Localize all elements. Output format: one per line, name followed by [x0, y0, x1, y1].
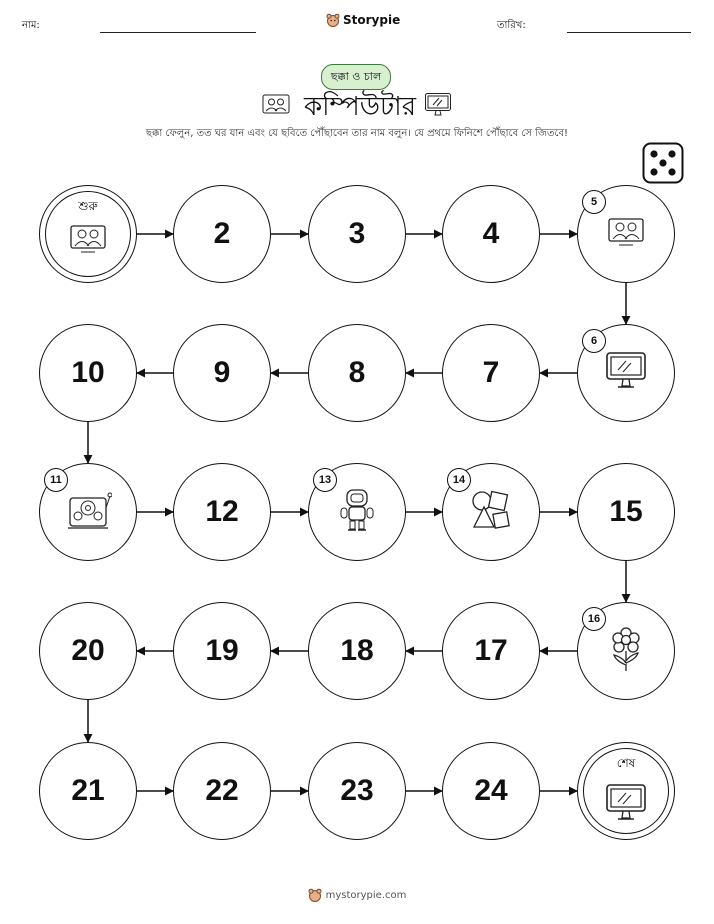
board-cell	[577, 185, 675, 283]
cell-number: 24	[474, 774, 508, 807]
board-cell	[173, 742, 271, 840]
cell-number: 4	[482, 217, 500, 250]
board-cell	[577, 463, 675, 561]
cell-number: 10	[71, 356, 105, 389]
board-cell	[442, 742, 540, 840]
footer-site: mystorypie.com	[325, 889, 407, 901]
cell-number: 18	[340, 634, 374, 667]
game-type-badge: ছক্কা ও চাল	[321, 64, 391, 90]
board-cell	[577, 602, 675, 700]
cell-number: 8	[348, 356, 366, 389]
cell-number: 22	[205, 774, 239, 807]
board-cell	[39, 602, 137, 700]
robot-icon	[337, 486, 377, 538]
cell-number-badge: 14	[447, 468, 471, 492]
machine-gears-icon	[64, 488, 112, 536]
cell-number: 17	[474, 634, 508, 667]
start-label: শুরু	[78, 199, 98, 213]
board-cell	[442, 602, 540, 700]
cell-number: 21	[71, 774, 105, 807]
board-cell	[308, 742, 406, 840]
computer-monitor-icon	[604, 781, 648, 829]
board-cell	[39, 463, 137, 561]
board-cell	[308, 463, 406, 561]
cell-number-badge: 6	[582, 329, 606, 353]
board-cell	[442, 463, 540, 561]
cell-number: 2	[213, 217, 231, 250]
cell-number-badge: 16	[582, 607, 606, 631]
shapes-icon	[466, 487, 516, 537]
family-photo-icon	[69, 224, 107, 258]
board-cell	[39, 324, 137, 422]
family-photo-icon	[607, 217, 645, 251]
cell-number: 3	[348, 217, 366, 250]
game-title: কম্পিউটার	[303, 92, 416, 122]
board-cell	[173, 324, 271, 422]
name-label: নাম:	[22, 20, 40, 31]
flower-icon	[606, 625, 646, 677]
date-label: তারিখ:	[497, 20, 526, 31]
board-cell	[442, 324, 540, 422]
instructions: ছক্কা ফেলুন, তত ঘর যান এবং যে ছবিতে পৌঁছাবেন তার নাম বলুন। যে প্রথমে ফিনিশে পৌঁছাবে সে জিতবে!	[145, 128, 569, 139]
board-cell	[577, 324, 675, 422]
board-cell	[39, 742, 137, 840]
cell-number-badge: 5	[582, 190, 606, 214]
board-cell	[173, 463, 271, 561]
board-cell	[173, 185, 271, 283]
cell-number: 12	[205, 495, 239, 528]
brand-name: Storypie	[343, 13, 401, 27]
board-cell	[173, 602, 271, 700]
cell-number: 15	[609, 495, 643, 528]
cell-number: 19	[205, 634, 239, 667]
footer	[0, 888, 714, 902]
cell-number: 23	[340, 774, 374, 807]
finish-cell	[577, 742, 675, 840]
storypie-bear-icon	[308, 888, 322, 902]
start-cell	[39, 185, 137, 283]
cell-number-badge: 13	[313, 468, 337, 492]
board-cell	[308, 185, 406, 283]
cell-number: 9	[213, 356, 231, 389]
cell-number: 20	[71, 634, 105, 667]
board-cell	[308, 602, 406, 700]
board-cell	[442, 185, 540, 283]
board-cell	[308, 324, 406, 422]
cell-number-badge: 11	[44, 468, 68, 492]
finish-label: শেষ	[616, 756, 636, 770]
cell-number: 7	[482, 356, 500, 389]
computer-monitor-icon	[604, 349, 648, 397]
